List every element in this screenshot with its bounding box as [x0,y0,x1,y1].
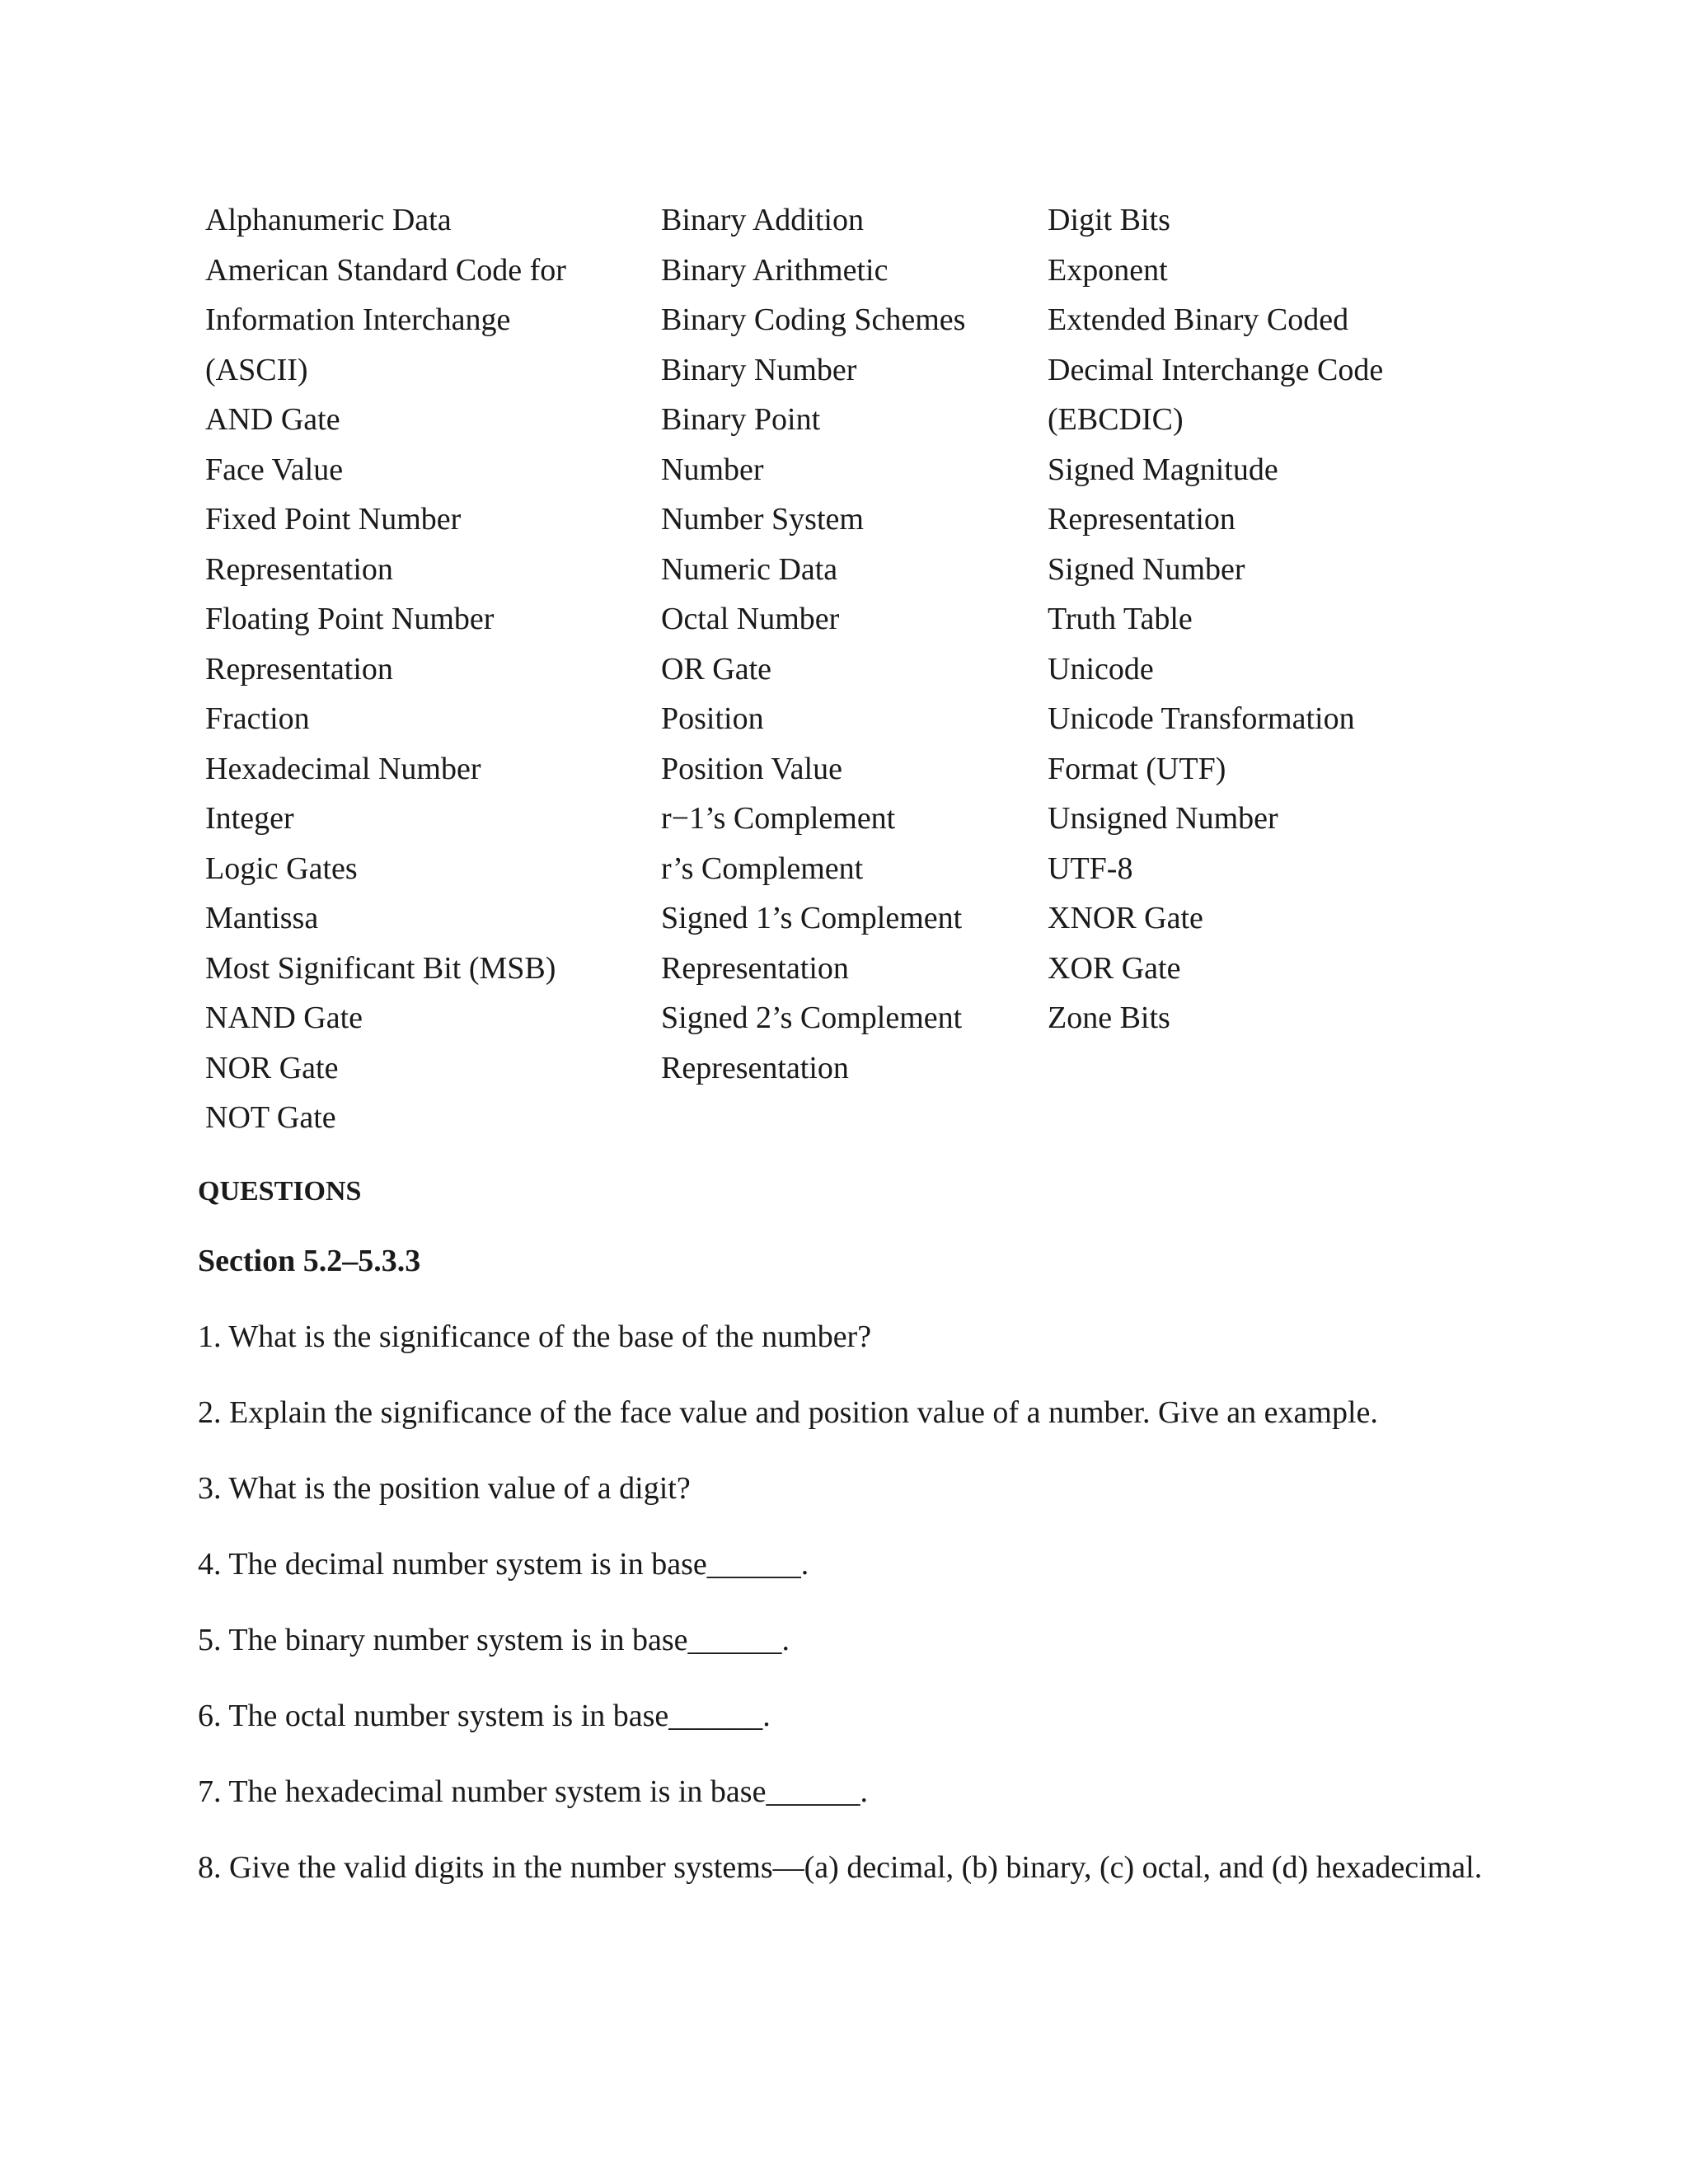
keyword-item: Number [661,452,764,487]
keyword-item: Information Interchange [205,302,511,337]
keyword-item: Floating Point Number [205,602,495,636]
keywords-column-2 [661,195,965,1093]
keyword-item: XNOR Gate [1048,901,1203,935]
keyword-item: Fixed Point Number [205,502,462,537]
keywords-section [205,195,1491,1151]
keyword-item: American Standard Code for [205,252,566,288]
keyword-item: UTF-8 [1048,851,1133,886]
questions-heading: QUESTIONS [198,1176,362,1207]
keyword-item: Extended Binary Coded [1048,302,1349,337]
keyword-item: Binary Arithmetic [661,252,889,288]
question-item: 5. The binary number system is in base______. [198,1623,790,1657]
keyword-item: r−1’s Complement [661,801,896,836]
keyword-item: (ASCII) [205,352,308,387]
keyword-item: NOR Gate [205,1050,339,1085]
question-item: 1. What is the significance of the base of the number? [198,1319,872,1354]
keyword-item: Representation [661,950,849,986]
question-list [198,1319,1484,1925]
keyword-item: Binary Coding Schemes [661,302,966,337]
keyword-item: Numeric Data [661,551,838,587]
keywords-column-1 [205,195,566,1143]
keyword-item: Face Value [205,452,344,487]
question-item: 8. Give the valid digits in the number systems—(a) decimal, (b) binary, (c) octal, and (d) hexadecimal. [198,1850,1483,1885]
keyword-item: Representation [661,1050,849,1085]
keyword-item: Mantissa [205,901,319,935]
keyword-item: Digit Bits [1048,203,1170,237]
keyword-item: XOR Gate [1048,950,1181,986]
keyword-item: Representation [205,551,393,587]
keyword-item: Zone Bits [1048,1001,1170,1035]
section-heading: Section 5.2–5.3.3 [198,1244,421,1278]
question-item: 3. What is the position value of a digit? [198,1471,691,1506]
keyword-item: r’s Complement [661,851,864,886]
keyword-item: Alphanumeric Data [205,203,452,237]
question-item: 6. The octal number system is in base______. [198,1699,771,1733]
keyword-item: Octal Number [661,602,840,636]
keyword-item: Fraction [205,701,310,736]
keyword-item: Signed Magnitude [1048,452,1278,487]
keyword-item: Signed Number [1048,551,1245,587]
keywords-column-3 [1048,195,1383,1043]
question-item: 2. Explain the significance of the face value and position value of a number. Give an example. [198,1395,1378,1430]
keyword-item: Hexadecimal Number [205,751,481,786]
keyword-item: Decimal Interchange Code [1048,352,1384,387]
keyword-item: NOT Gate [205,1100,336,1135]
keyword-item: Exponent [1048,252,1168,288]
question-item: 7. The hexadecimal number system is in base______. [198,1774,868,1809]
keyword-item: Integer [205,801,294,836]
keyword-item: Number System [661,502,864,537]
keyword-item: Representation [205,651,393,687]
keyword-item: Unicode Transformation [1048,701,1355,736]
keyword-item: Format (UTF) [1048,751,1226,786]
question-item: 4. The decimal number system is in base______. [198,1547,809,1582]
keyword-item: AND Gate [205,402,340,437]
keyword-item: Position Value [661,751,842,786]
keyword-item: (EBCDIC) [1048,402,1184,437]
keyword-item: Signed 2’s Complement [661,1001,963,1035]
keyword-item: Signed 1’s Complement [661,901,963,935]
keyword-item: Unicode [1048,651,1154,687]
keyword-item: Position [661,701,764,736]
keyword-item: Binary Number [661,352,857,387]
keyword-item: Binary Point [661,402,821,437]
keyword-item: Binary Addition [661,203,864,237]
keyword-item: NAND Gate [205,1001,363,1035]
keyword-item: Unsigned Number [1048,801,1278,836]
keyword-item: Most Significant Bit (MSB) [205,950,556,986]
keyword-item: Representation [1048,502,1236,537]
keyword-item: OR Gate [661,651,772,687]
keyword-item: Logic Gates [205,851,358,886]
keyword-item: Truth Table [1048,602,1193,636]
